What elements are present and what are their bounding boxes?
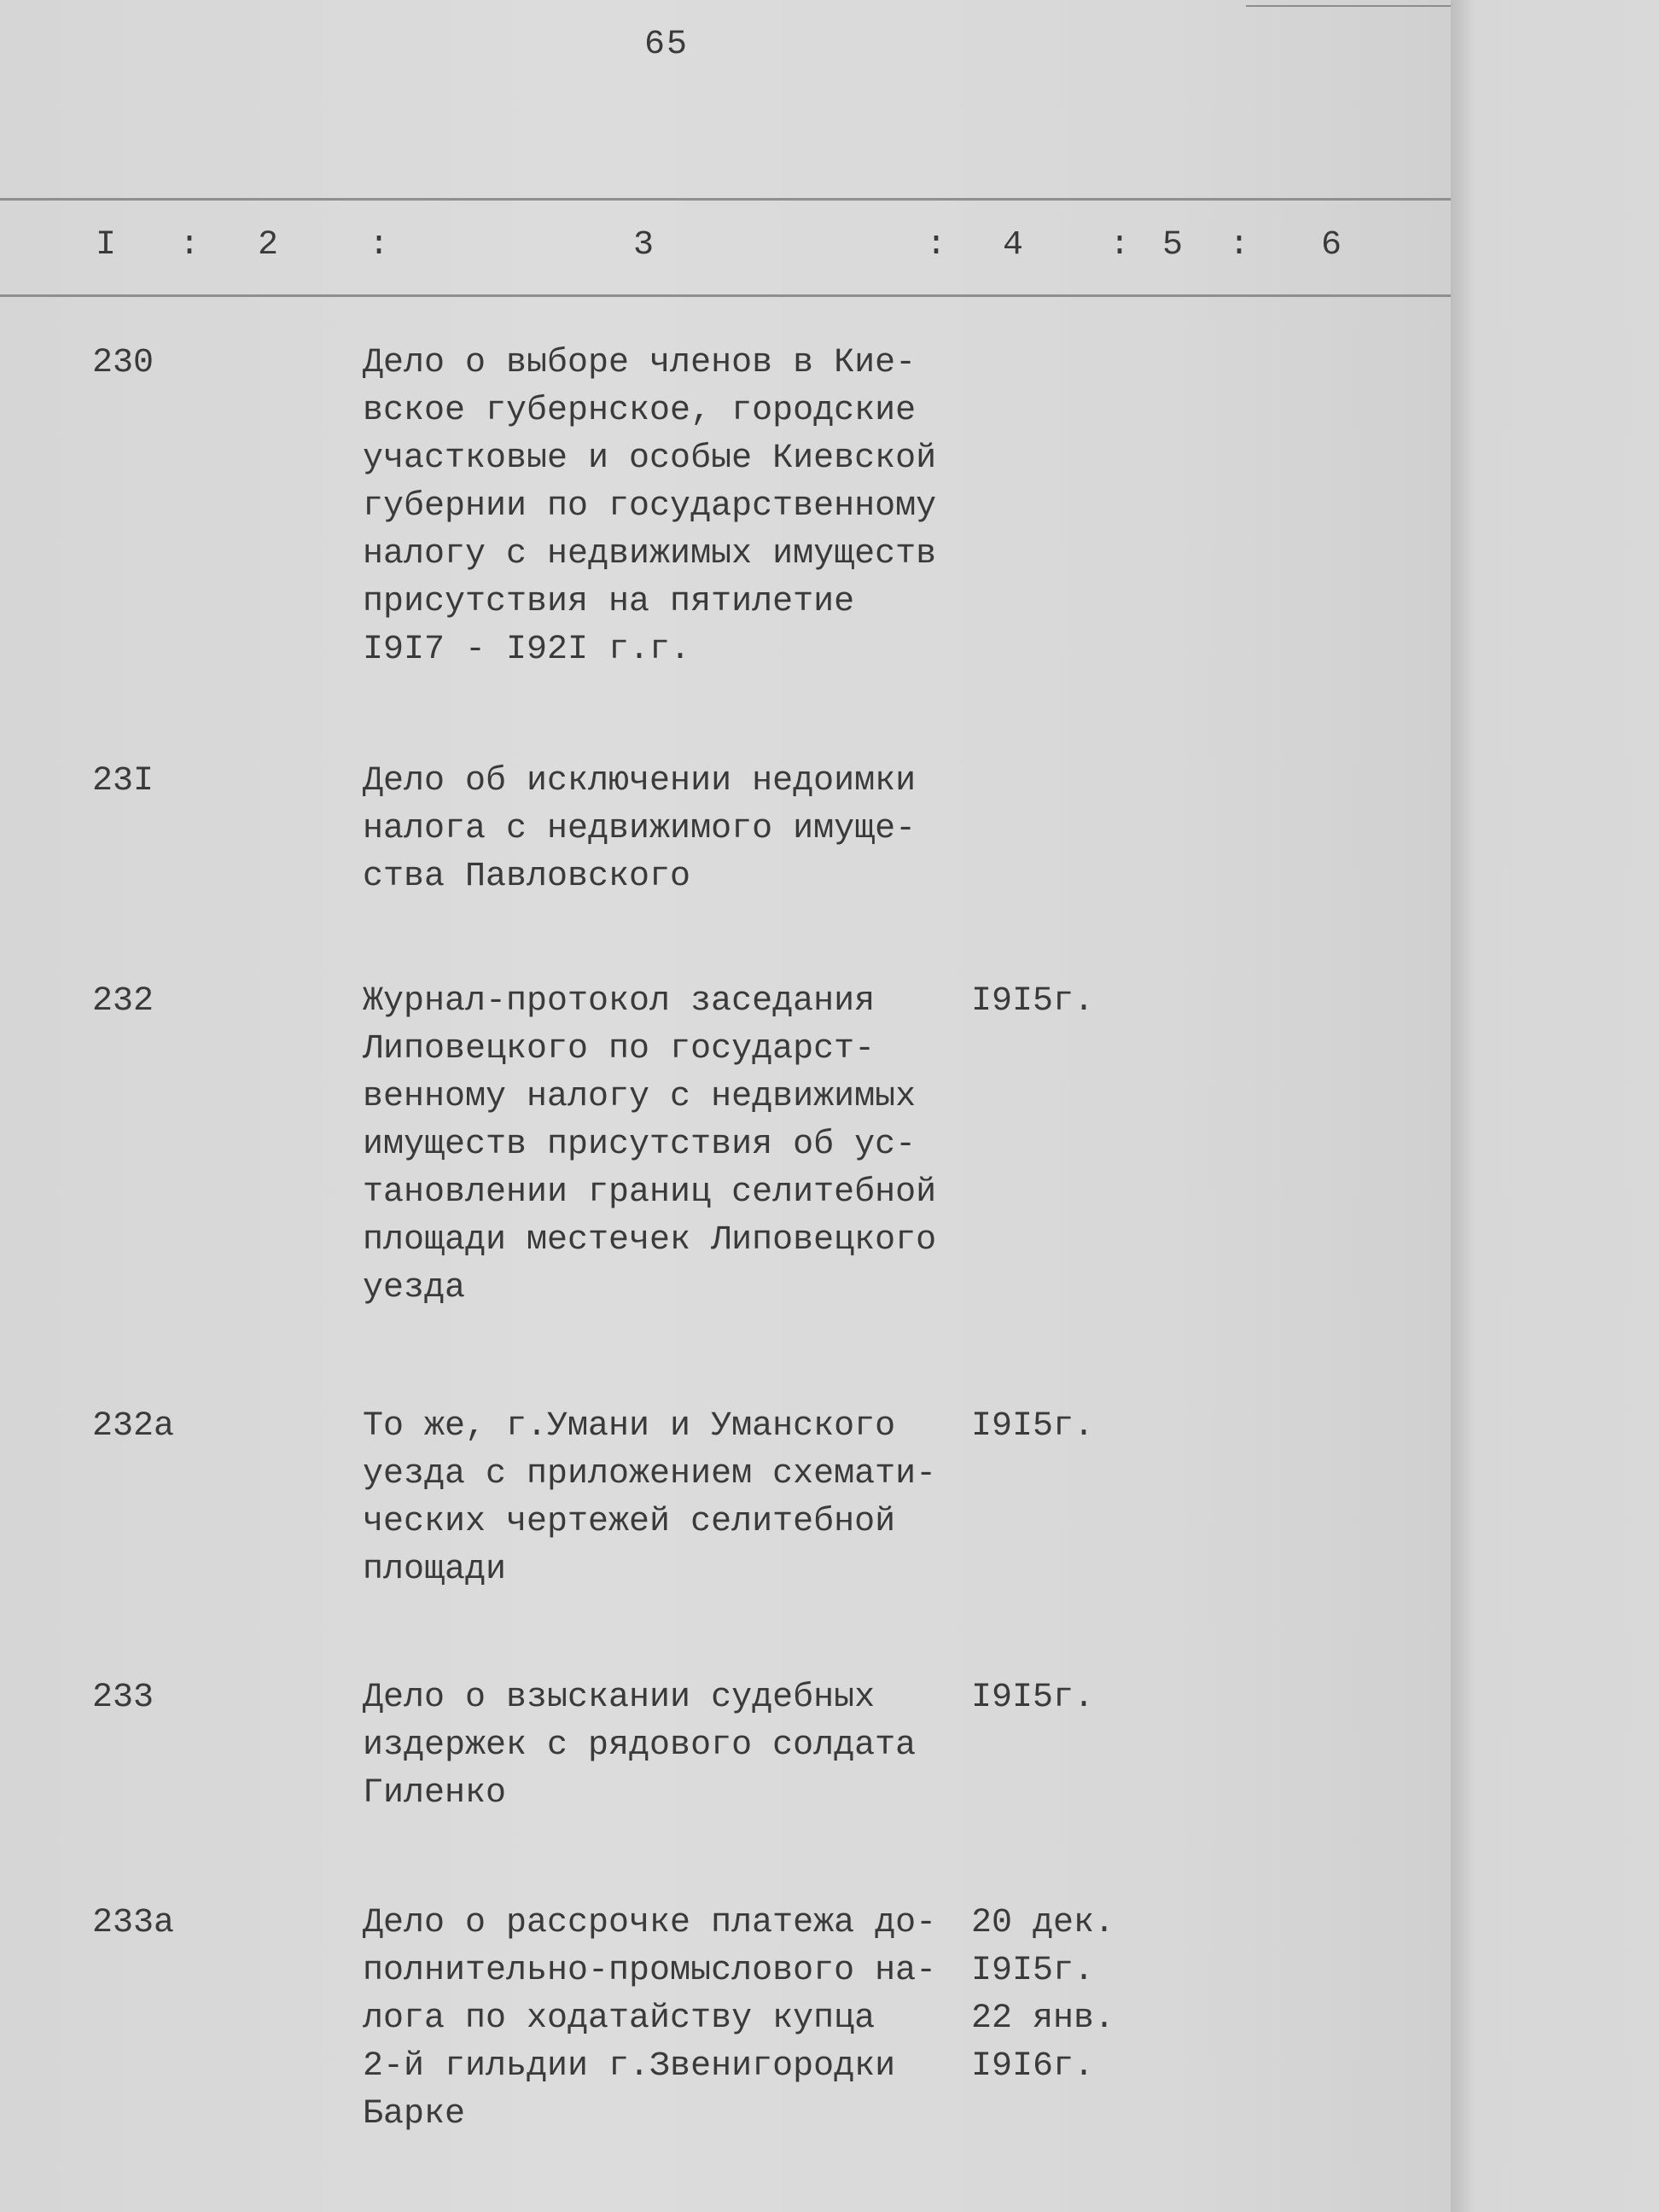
entry-title (363, 1900, 960, 2139)
title-line: полнительно-промыслового на- (363, 1952, 937, 1990)
title-line: ства Павловского (363, 858, 691, 896)
column-header-row (0, 198, 1451, 297)
title-line: налога с недвижимого имуще- (363, 810, 917, 848)
entry-title (363, 978, 960, 1313)
entry-title (363, 340, 960, 674)
entry-date (971, 1403, 1094, 1451)
date-line: 20 дек. (971, 1904, 1115, 1942)
title-line: губернии по государственному (363, 487, 937, 526)
entry-title (363, 758, 960, 901)
title-line: Дело об исключении недоимки (363, 762, 917, 800)
date-line: 22 янв. (971, 2000, 1115, 2038)
column-header-5: 5 (1162, 226, 1184, 265)
title-line: издержек с рядового солдата (363, 1726, 917, 1765)
entry-number: 23I (92, 762, 154, 800)
date-line: I9I5г. (971, 1407, 1095, 1446)
entry-date (971, 1900, 1115, 2091)
title-line: площади местечек Липовецкого (363, 1221, 937, 1260)
entry-title (363, 1403, 960, 1594)
entry-title (363, 1674, 960, 1818)
column-header-1: I (96, 226, 117, 265)
entry-number: 230 (92, 344, 154, 382)
entry-number: 232а (92, 1407, 175, 1446)
title-line: Журнал-протокол заседания (363, 982, 876, 1021)
column-separator: : (926, 226, 947, 265)
title-line: Гиленко (363, 1774, 507, 1813)
title-line: присутствия на пятилетие (363, 583, 855, 621)
title-line: Дело о взыскании судебных (363, 1679, 876, 1717)
entry-number: 233 (92, 1679, 154, 1717)
column-separator: : (179, 226, 201, 265)
column-header-4: 4 (1003, 226, 1024, 265)
column-separator: : (1229, 226, 1250, 265)
page-number: 65 (644, 26, 690, 64)
entry-date (971, 1674, 1094, 1722)
title-line: Барке (363, 2095, 466, 2133)
column-header-3: 3 (633, 226, 655, 265)
column-separator: : (1109, 226, 1131, 265)
column-separator: : (369, 226, 390, 265)
title-line: площади (363, 1551, 507, 1589)
title-line: лога по ходатайству купца (363, 2000, 876, 2038)
title-line: уезда (363, 1269, 466, 1307)
title-line: венному налогу с недвижимых (363, 1078, 917, 1116)
date-line: I9I5г. (971, 982, 1095, 1021)
sheet-edge-line (1246, 5, 1451, 7)
title-line: имуществ присутствия об ус- (363, 1126, 917, 1164)
title-line: Липовецкого по государст- (363, 1030, 876, 1068)
title-line: вское губернское, городские (363, 392, 917, 430)
entry-number: 233а (92, 1904, 175, 1942)
entry-date (971, 978, 1094, 1026)
date-line: I9I5г. (971, 1952, 1095, 1990)
title-line: тановлении границ селитебной (363, 1173, 937, 1212)
title-line: участковые и особые Киевской (363, 439, 937, 478)
entry-number: 232 (92, 982, 154, 1021)
title-line: То же, г.Умани и Уманского (363, 1407, 896, 1446)
title-line: ческих чертежей селитебной (363, 1503, 896, 1541)
underlying-page-edge (1451, 0, 1659, 2212)
date-line: I9I5г. (971, 1679, 1095, 1717)
title-line: уезда с приложением схемати- (363, 1455, 937, 1493)
title-line: I9I7 - I92I г.г. (363, 631, 691, 669)
title-line: 2-й гильдии г.Звенигородки (363, 2047, 896, 2086)
date-line: I9I6г. (971, 2047, 1095, 2086)
title-line: Дело о выборе членов в Кие- (363, 344, 917, 382)
title-line: налогу с недвижимых имуществ (363, 535, 937, 573)
column-header-6: 6 (1321, 226, 1342, 265)
column-header-2: 2 (258, 226, 279, 265)
title-line: Дело о рассрочке платежа до- (363, 1904, 937, 1942)
